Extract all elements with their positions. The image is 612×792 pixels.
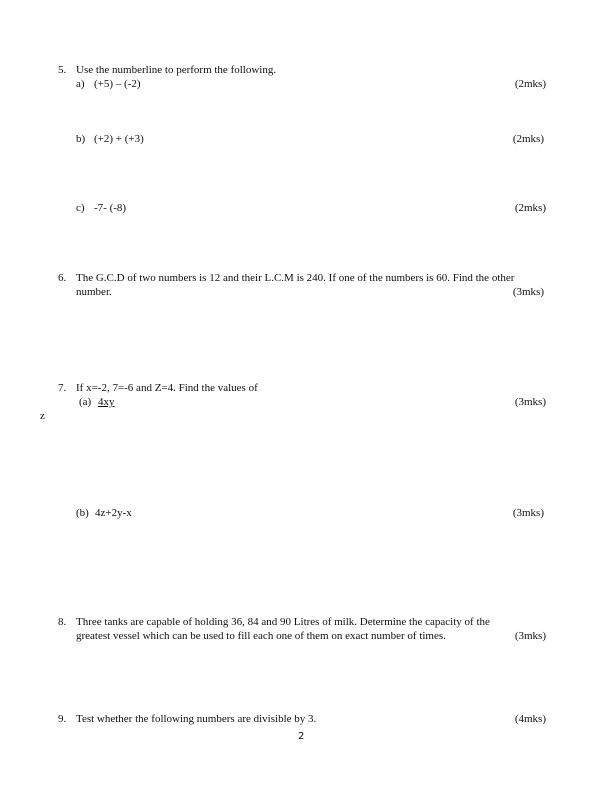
question-9-marks: (4mks) xyxy=(514,713,546,725)
question-6-marks: (3mks) xyxy=(512,286,544,298)
question-5-text: Use the numberline to perform the following. xyxy=(76,64,277,76)
page-number: 2 xyxy=(298,731,305,742)
question-5c-marks: (2mks) xyxy=(514,202,546,214)
question-6-line-1: The G.C.D of two numbers is 12 and their L.C.M is 240. If one of the numbers is 60. Find the other xyxy=(76,272,515,284)
question-5b-expression: (+2) + (+3) xyxy=(94,133,144,145)
question-5c-label: c) xyxy=(76,202,85,214)
question-5a-label: a) xyxy=(76,78,85,90)
question-5-number: 5. xyxy=(58,64,67,76)
question-7a-numerator: 4xy xyxy=(98,396,115,408)
question-8-number: 8. xyxy=(58,616,67,628)
question-7b-marks: (3mks) xyxy=(512,507,544,519)
question-7a-label: (a) xyxy=(79,396,92,408)
question-6-number: 6. xyxy=(58,272,67,284)
question-7b-label: (b) xyxy=(76,507,89,519)
question-5a-expression: (+5) – (-2) xyxy=(94,78,141,90)
question-7a-marks: (3mks) xyxy=(514,396,546,408)
question-5b-label: b) xyxy=(76,133,86,145)
question-5a-marks: (2mks) xyxy=(514,78,546,90)
question-8-line-1: Three tanks are capable of holding 36, 84 and 90 Litres of milk. Determine the capacity of the xyxy=(76,616,490,628)
question-7a-denominator: z xyxy=(40,410,45,422)
question-8-line-2: greatest vessel which can be used to fill each one of them on exact number of times. xyxy=(76,630,446,642)
question-7-text: If x=-2, 7=-6 and Z=4. Find the values of xyxy=(76,382,258,394)
question-7-number: 7. xyxy=(58,382,67,394)
question-8-marks: (3mks) xyxy=(514,630,546,642)
question-5b-marks: (2mks) xyxy=(512,133,544,145)
question-6-line-2: number. xyxy=(76,286,112,298)
question-5c-expression: -7- (-8) xyxy=(94,202,127,214)
question-7b-expression: 4z+2y-x xyxy=(95,507,132,519)
question-9-text: Test whether the following numbers are divisible by 3. xyxy=(76,713,317,725)
question-9-number: 9. xyxy=(58,713,67,725)
